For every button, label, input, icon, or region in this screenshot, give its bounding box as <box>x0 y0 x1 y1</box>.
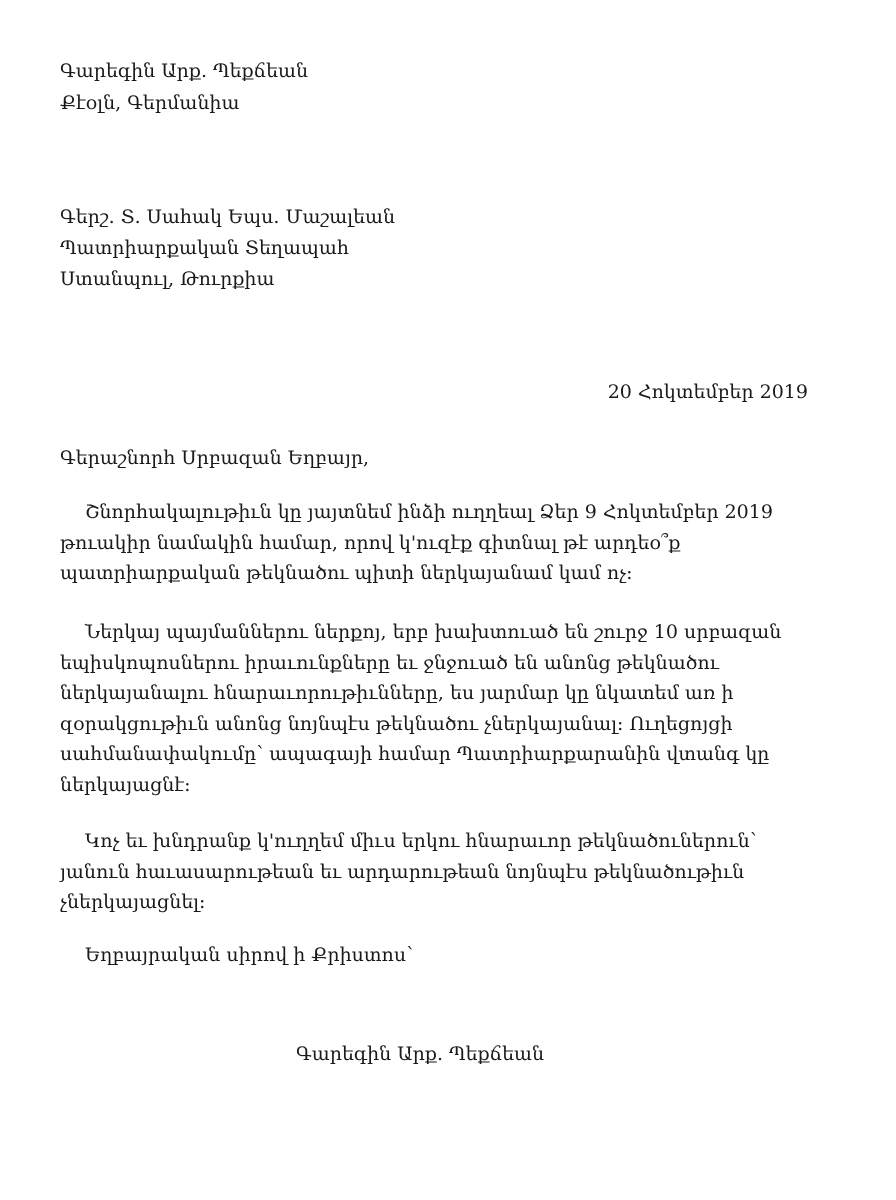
salutation: Գերաշնորհ Սրբազան Եղբայր, <box>60 447 370 469</box>
recipient-name: Գերշ. Տ. Սահակ Եպս. Մաշալեան <box>60 206 396 228</box>
paragraph-line: թուակիր նամակին համար, որով կ'ուզէք գիտնալ թէ արդեօ՞ք <box>60 531 681 554</box>
paragraph-line: յանուն հաւասարութեան եւ արդարութեան նոյնպէս թեկնածութիւն <box>60 860 745 883</box>
signature: Գարեգին Արք. Պեքճեան <box>296 1043 545 1065</box>
recipient-office: Պատրիարքական Տեղապահ <box>60 237 349 259</box>
closing: Եղբայրական սիրով ի Քրիստոս՝ <box>85 944 414 966</box>
paragraph-line: Ներկայ պայմաններու ներքոյ, երբ խախտուած են շուրջ 10 սրբազան <box>85 621 782 643</box>
paragraph-line: եպիսկոպոսներու իրաւունքները եւ ջնջուած են անոնց թեկնածու <box>60 651 719 674</box>
paragraph-3 <box>60 826 820 918</box>
recipient-location: Ստանպուլ, Թուրքիա <box>60 268 275 290</box>
paragraph-line: սահմանափակումը՝ ապագայի համար Պատրիարքարանին վտանգ կը <box>60 743 770 765</box>
paragraph-line: պատրիարքական թեկնածու պիտի ներկայանամ կամ ոչ: <box>60 562 633 584</box>
paragraph-2 <box>60 617 820 800</box>
paragraph-line: Կոչ եւ խնդրանք կ'ուղղեմ միւս երկու հնարաւոր թեկնածուներուն՝ <box>85 830 757 852</box>
sender-location: Քէօլն, Գերմանիա <box>60 92 240 114</box>
paragraph-line: զօրակցութիւն անոնց նոյնպէս թեկնածու չներկայանալ: Ուղեցոյցի <box>60 712 733 735</box>
paragraph-line: ներկայացնէ: <box>60 773 191 796</box>
sender-name: Գարեգին Արք. Պեքճեան <box>60 60 309 82</box>
paragraph-line: ներկայանալու հնարաւորութիւնները, ես յարմար կը նկատեմ առ ի <box>60 682 734 704</box>
paragraph-line: Շնորհակալութիւն կը յայտնեմ ինձի ուղղեալ Ձեր 9 Հոկտեմբեր 2019 <box>85 501 773 523</box>
paragraph-line: չներկայացնել: <box>60 891 206 913</box>
paragraph-1 <box>60 497 820 589</box>
letter-date: 20 Հոկտեմբեր 2019 <box>607 381 808 403</box>
